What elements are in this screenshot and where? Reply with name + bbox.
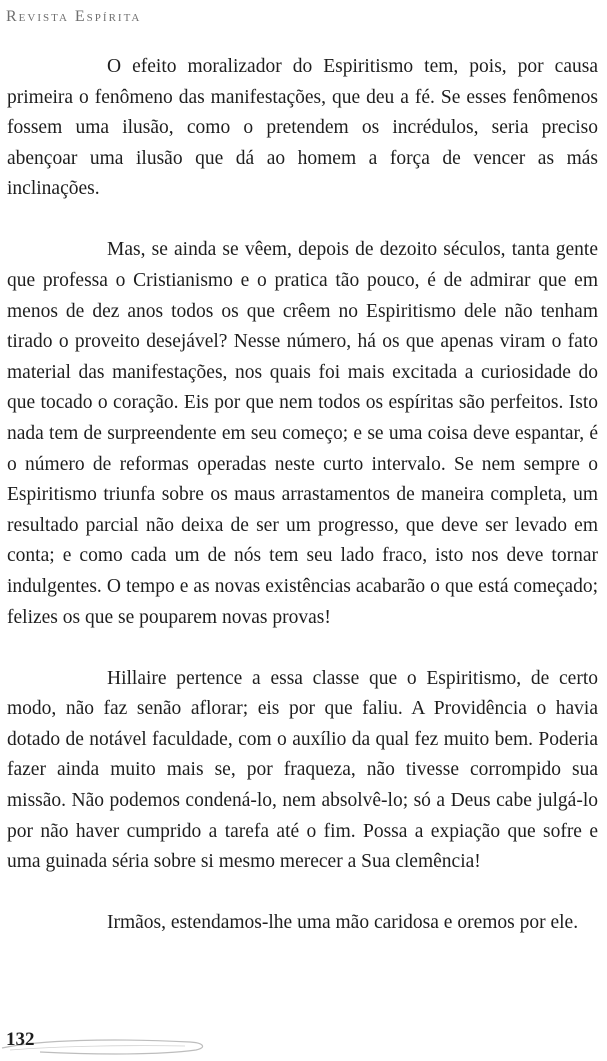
paragraph: Hillaire pertence a essa classe que o Espiritismo, de certo modo, não faz senão aflorar; eis por que faliu. A Providência o havia dotado de notável faculdade, com o auxílio da qual fez muito bem. Poderia fazer ainda muito mais se, por fraqueza, não tivesse corrompido sua missão. Não podemos condená-lo, nem absolvê-lo; só a Deus cabe julgá-lo por não haver cumprido a tarefa até o fim. Possa a expiação que sofre e uma guinada séria sobre si mesmo merecer a Sua clemência! (7, 667, 598, 873)
paragraph: O efeito moralizador do Espiritismo tem, pois, por causa primeira o fenômeno das manifestações, que deu a fé. Se esses fenômenos fossem uma ilusão, como o pretendem os incrédulos, seria preciso abençoar uma ilusão que dá ao homem a força de vencer as más inclinações. (7, 56, 598, 200)
running-head: Revista Espírita (6, 8, 142, 25)
page-body (7, 52, 598, 939)
paragraph: Irmãos, estendamos-lhe uma mão caridosa e oremos por ele. (107, 912, 579, 934)
paragraph: Mas, se ainda se vêem, depois de dezoito séculos, tanta gente que professa o Cristianismo e o pratica tão pouco, é de admirar que em menos de dez anos todos os que crêem no Espiritismo dele não tenham tirado o proveito desejável? Nesse número, há os que apenas viram o fato material das manifestações, nos quais foi mais excitada a curiosidade do que tocado o coração. Eis por que nem todos os espíritas são perfeitos. Isto nada tem de surpreendente em seu começo; e se uma coisa deve espantar, é o número de reformas operadas neste curto intervalo. Se nem sempre o Espiritismo triunfa sobre os maus arrastamentos de maneira completa, um resultado parcial não deixa de ser um progresso, que deve ser levado em conta; e como cada um de nós tem seu lado fraco, isto nos deve tornar indulgentes. O tempo e as novas existências acabarão o que está começado; felizes os que se pouparem novas provas! (7, 239, 598, 628)
page-number: 132 (6, 1029, 35, 1050)
